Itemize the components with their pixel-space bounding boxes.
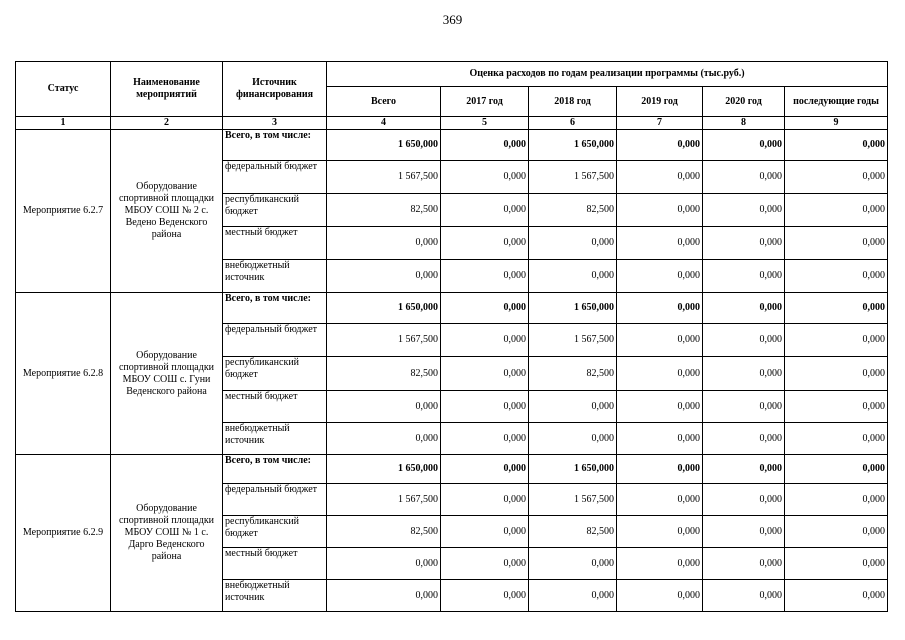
funding-source-cell: республиканский бюджет bbox=[223, 357, 327, 391]
amount-cell: 0,000 bbox=[785, 293, 888, 324]
header-status: Статус bbox=[16, 62, 111, 117]
amount-cell: 0,000 bbox=[441, 391, 529, 423]
amount-cell: 0,000 bbox=[703, 357, 785, 391]
amount-cell: 0,000 bbox=[703, 516, 785, 548]
amount-cell: 1 650,000 bbox=[327, 130, 441, 161]
amount-cell: 0,000 bbox=[327, 548, 441, 580]
header-year-2018: 2018 год bbox=[529, 87, 617, 117]
amount-cell: 0,000 bbox=[617, 423, 703, 455]
header-estimate: Оценка расходов по годам реализации программы (тыс.руб.) bbox=[327, 62, 888, 87]
amount-cell: 0,000 bbox=[529, 260, 617, 293]
amount-cell: 0,000 bbox=[785, 484, 888, 516]
amount-cell: 0,000 bbox=[441, 260, 529, 293]
amount-cell: 1 650,000 bbox=[529, 455, 617, 484]
amount-cell: 0,000 bbox=[785, 455, 888, 484]
amount-cell: 0,000 bbox=[441, 227, 529, 260]
table-row-total bbox=[16, 130, 888, 161]
amount-cell: 0,000 bbox=[785, 260, 888, 293]
column-number: 4 bbox=[327, 117, 441, 130]
amount-cell: 82,500 bbox=[529, 194, 617, 227]
amount-cell: 0,000 bbox=[703, 580, 785, 612]
column-number: 9 bbox=[785, 117, 888, 130]
amount-cell: 0,000 bbox=[703, 293, 785, 324]
amount-cell: 0,000 bbox=[529, 423, 617, 455]
amount-cell: 1 650,000 bbox=[327, 293, 441, 324]
funding-source-cell: федеральный бюджет bbox=[223, 484, 327, 516]
amount-cell: 0,000 bbox=[703, 423, 785, 455]
amount-cell: 0,000 bbox=[617, 260, 703, 293]
funding-source-cell: республиканский бюджет bbox=[223, 194, 327, 227]
amount-cell: 0,000 bbox=[617, 194, 703, 227]
amount-cell: 0,000 bbox=[441, 130, 529, 161]
amount-cell: 0,000 bbox=[703, 194, 785, 227]
amount-cell: 0,000 bbox=[785, 580, 888, 612]
amount-cell: 1 650,000 bbox=[529, 130, 617, 161]
amount-cell: 1 567,500 bbox=[529, 161, 617, 194]
amount-cell: 0,000 bbox=[703, 260, 785, 293]
amount-cell: 0,000 bbox=[441, 194, 529, 227]
activity-name-cell: Оборудование спортивной площадки МБОУ СОШ № 1 с. Дарго Веденского района bbox=[111, 455, 223, 612]
funding-source-cell: местный бюджет bbox=[223, 391, 327, 423]
amount-cell: 1 650,000 bbox=[327, 455, 441, 484]
amount-cell: 0,000 bbox=[785, 391, 888, 423]
amount-cell: 0,000 bbox=[617, 293, 703, 324]
header-source: Источник финансирования bbox=[223, 62, 327, 117]
amount-cell: 0,000 bbox=[327, 391, 441, 423]
amount-cell: 0,000 bbox=[785, 516, 888, 548]
amount-cell: 0,000 bbox=[617, 484, 703, 516]
page-number: 369 bbox=[442, 12, 463, 27]
amount-cell: 1 567,500 bbox=[327, 161, 441, 194]
funding-source-cell: Всего, в том числе: bbox=[223, 455, 327, 484]
column-number: 7 bbox=[617, 117, 703, 130]
amount-cell: 1 567,500 bbox=[327, 324, 441, 357]
amount-cell: 0,000 bbox=[441, 484, 529, 516]
table-row-total bbox=[16, 293, 888, 324]
funding-source-cell: федеральный бюджет bbox=[223, 161, 327, 194]
amount-cell: 0,000 bbox=[703, 484, 785, 516]
amount-cell: 0,000 bbox=[617, 357, 703, 391]
header-year-total: Всего bbox=[327, 87, 441, 117]
amount-cell: 0,000 bbox=[785, 548, 888, 580]
amount-cell: 0,000 bbox=[703, 391, 785, 423]
amount-cell: 0,000 bbox=[617, 455, 703, 484]
header-year-later: последующие годы bbox=[785, 87, 888, 117]
amount-cell: 0,000 bbox=[617, 516, 703, 548]
amount-cell: 0,000 bbox=[703, 548, 785, 580]
amount-cell: 0,000 bbox=[441, 324, 529, 357]
amount-cell: 82,500 bbox=[529, 516, 617, 548]
amount-cell: 0,000 bbox=[785, 324, 888, 357]
status-cell: Мероприятие 6.2.7 bbox=[16, 130, 111, 293]
amount-cell: 82,500 bbox=[327, 357, 441, 391]
amount-cell: 0,000 bbox=[703, 227, 785, 260]
amount-cell: 0,000 bbox=[785, 423, 888, 455]
header-name: Наименование мероприятий bbox=[111, 62, 223, 117]
funding-source-cell: внебюджетный источник bbox=[223, 260, 327, 293]
amount-cell: 0,000 bbox=[617, 391, 703, 423]
funding-source-cell: республиканский бюджет bbox=[223, 516, 327, 548]
amount-cell: 0,000 bbox=[441, 455, 529, 484]
amount-cell: 0,000 bbox=[617, 227, 703, 260]
header-year-2019: 2019 год bbox=[617, 87, 703, 117]
funding-source-cell: Всего, в том числе: bbox=[223, 130, 327, 161]
amount-cell: 0,000 bbox=[703, 130, 785, 161]
amount-cell: 1 567,500 bbox=[529, 484, 617, 516]
amount-cell: 0,000 bbox=[617, 324, 703, 357]
amount-cell: 0,000 bbox=[441, 161, 529, 194]
amount-cell: 1 567,500 bbox=[327, 484, 441, 516]
table-row-total bbox=[16, 455, 888, 484]
amount-cell: 1 567,500 bbox=[529, 324, 617, 357]
amount-cell: 1 650,000 bbox=[529, 293, 617, 324]
header-year-2017: 2017 год bbox=[441, 87, 529, 117]
amount-cell: 0,000 bbox=[785, 194, 888, 227]
amount-cell: 0,000 bbox=[441, 423, 529, 455]
amount-cell: 82,500 bbox=[327, 194, 441, 227]
funding-source-cell: Всего, в том числе: bbox=[223, 293, 327, 324]
amount-cell: 0,000 bbox=[529, 548, 617, 580]
funding-source-cell: местный бюджет bbox=[223, 548, 327, 580]
amount-cell: 82,500 bbox=[529, 357, 617, 391]
amount-cell: 0,000 bbox=[327, 423, 441, 455]
amount-cell: 0,000 bbox=[617, 130, 703, 161]
column-number-row bbox=[16, 117, 888, 130]
amount-cell: 0,000 bbox=[529, 227, 617, 260]
amount-cell: 0,000 bbox=[327, 580, 441, 612]
column-number: 2 bbox=[111, 117, 223, 130]
amount-cell: 0,000 bbox=[617, 580, 703, 612]
amount-cell: 0,000 bbox=[529, 391, 617, 423]
amount-cell: 82,500 bbox=[327, 516, 441, 548]
amount-cell: 0,000 bbox=[785, 357, 888, 391]
column-number: 3 bbox=[223, 117, 327, 130]
funding-source-cell: внебюджетный источник bbox=[223, 580, 327, 612]
amount-cell: 0,000 bbox=[617, 161, 703, 194]
amount-cell: 0,000 bbox=[785, 130, 888, 161]
column-number: 5 bbox=[441, 117, 529, 130]
amount-cell: 0,000 bbox=[441, 357, 529, 391]
amount-cell: 0,000 bbox=[441, 293, 529, 324]
header-year-2020: 2020 год bbox=[703, 87, 785, 117]
amount-cell: 0,000 bbox=[703, 324, 785, 357]
funding-source-cell: местный бюджет bbox=[223, 227, 327, 260]
funding-source-cell: федеральный бюджет bbox=[223, 324, 327, 357]
amount-cell: 0,000 bbox=[441, 516, 529, 548]
amount-cell: 0,000 bbox=[617, 548, 703, 580]
amount-cell: 0,000 bbox=[785, 227, 888, 260]
amount-cell: 0,000 bbox=[529, 580, 617, 612]
activity-name-cell: Оборудование спортивной площадки МБОУ СОШ № 2 с. Ведено Веденского района bbox=[111, 130, 223, 293]
funding-source-cell: внебюджетный источник bbox=[223, 423, 327, 455]
status-cell: Мероприятие 6.2.9 bbox=[16, 455, 111, 612]
column-number: 6 bbox=[529, 117, 617, 130]
status-cell: Мероприятие 6.2.8 bbox=[16, 293, 111, 455]
amount-cell: 0,000 bbox=[785, 161, 888, 194]
activity-name-cell: Оборудование спортивной площадки МБОУ СОШ с. Гуни Веденского района bbox=[111, 293, 223, 455]
budget-table bbox=[15, 61, 888, 612]
amount-cell: 0,000 bbox=[441, 580, 529, 612]
amount-cell: 0,000 bbox=[327, 227, 441, 260]
column-number: 8 bbox=[703, 117, 785, 130]
amount-cell: 0,000 bbox=[441, 548, 529, 580]
amount-cell: 0,000 bbox=[327, 260, 441, 293]
column-number: 1 bbox=[16, 117, 111, 130]
amount-cell: 0,000 bbox=[703, 455, 785, 484]
amount-cell: 0,000 bbox=[703, 161, 785, 194]
